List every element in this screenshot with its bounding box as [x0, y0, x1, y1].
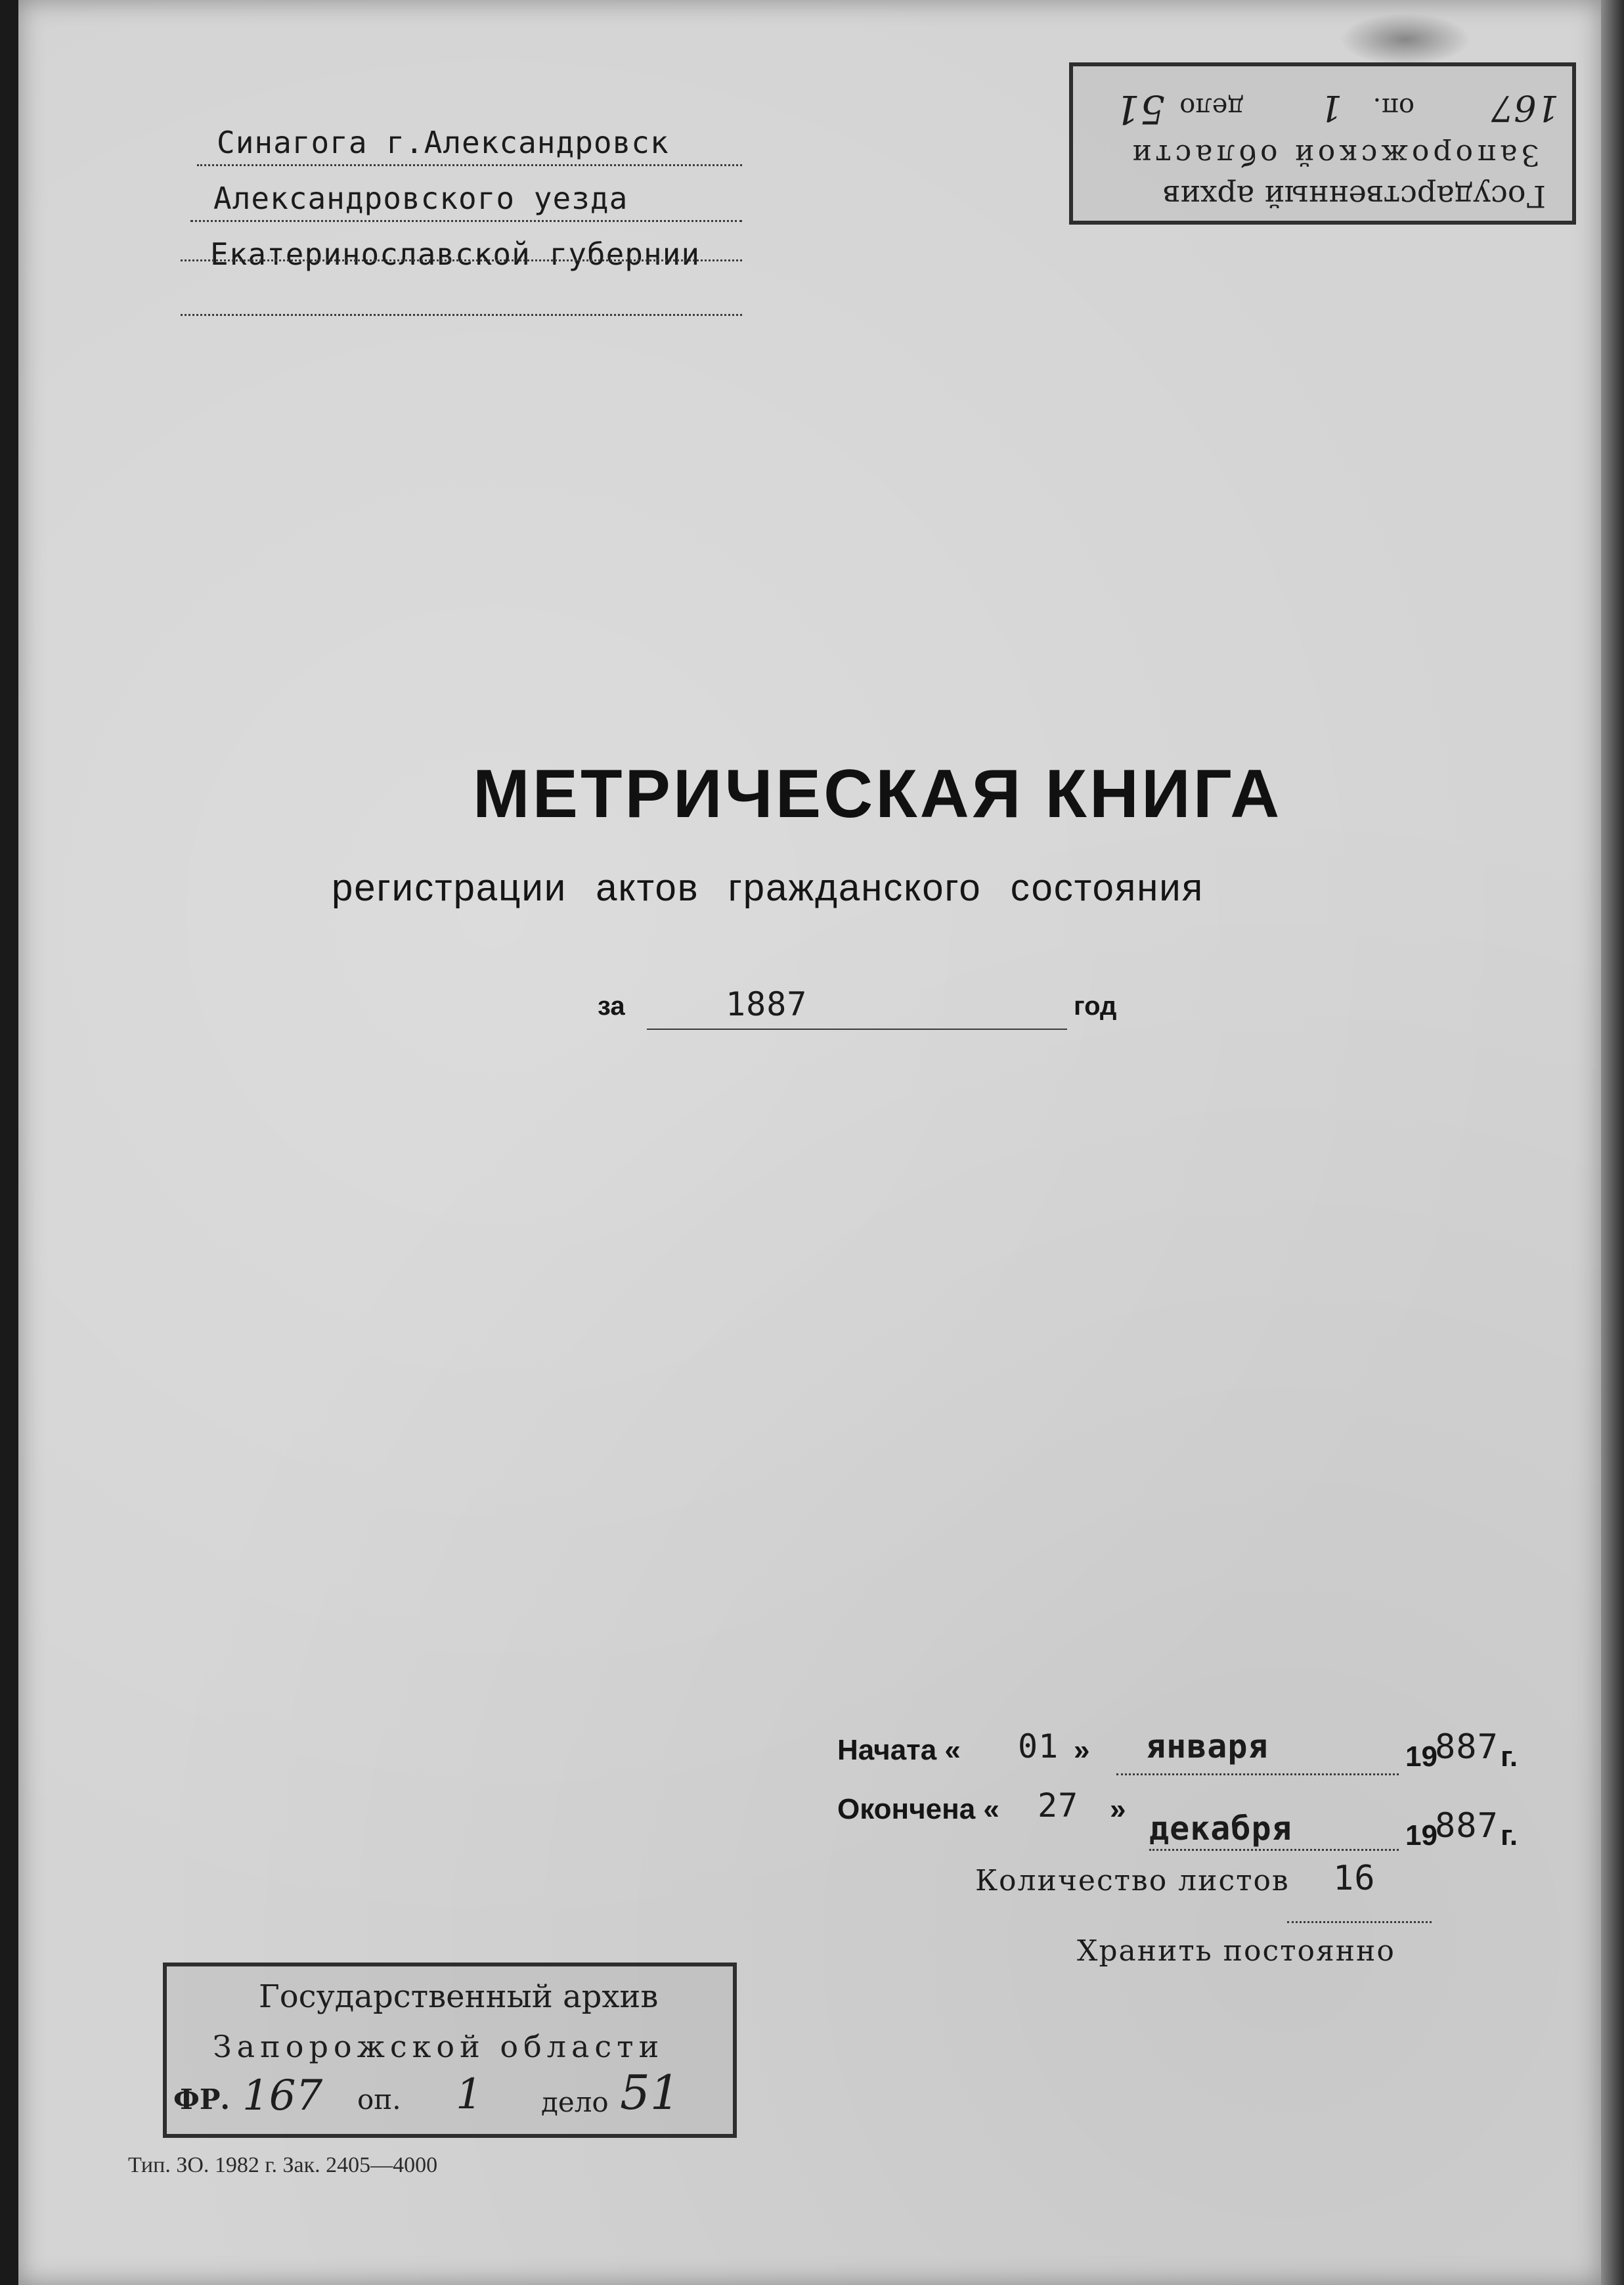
- stamp-bottom-inventory: 1: [456, 2070, 483, 2119]
- stamp-top-line-2: Запорожской области: [1128, 138, 1539, 171]
- sheets-value: 16: [1333, 1859, 1376, 1898]
- ended-year-prefix: 19: [1405, 1819, 1437, 1852]
- stamp-bottom-case-label: дело: [541, 2086, 609, 2118]
- stamp-bottom-line-2: Запорожской области: [213, 2029, 665, 2064]
- ended-close-quote: »: [1110, 1793, 1126, 1825]
- ended-label: Окончена «: [837, 1793, 999, 1825]
- started-close-quote: »: [1074, 1734, 1090, 1766]
- started-month-underline: [1116, 1773, 1399, 1775]
- ended-year-suffix: г.: [1501, 1819, 1518, 1852]
- stamp-top-inventory-label: оп.: [1372, 92, 1415, 122]
- sheets-label: Количество листов: [975, 1864, 1290, 1897]
- print-imprint: Тип. ЗО. 1982 г. Зак. 2405—4000: [128, 2153, 438, 2177]
- stamp-top-inventory: 1: [1319, 87, 1342, 129]
- header-underline-1: [197, 164, 742, 166]
- stamp-bottom-inventory-label: оп.: [357, 2083, 401, 2116]
- header-line-2: Александровского уезда: [213, 181, 628, 216]
- ink-smudge: [1340, 13, 1471, 66]
- started-year-suffix: г.: [1501, 1741, 1518, 1773]
- year-suffix: год: [1074, 992, 1117, 1021]
- archive-stamp-top: [1069, 62, 1576, 225]
- header-underline-4: [181, 314, 742, 316]
- page-subtitle: регистрации актов гражданского состояния: [332, 866, 1204, 909]
- ended-year: 887: [1435, 1806, 1499, 1846]
- header-line-3: Екатеринославской губернии: [210, 236, 701, 272]
- sheets-underline: [1287, 1921, 1432, 1923]
- stamp-bottom-fund-label: ФР.: [173, 2083, 230, 2116]
- stamp-top-line-1: Государственный архив: [1162, 179, 1546, 214]
- ended-month-underline: [1149, 1849, 1399, 1851]
- started-label: Начата «: [837, 1734, 961, 1766]
- started-day: 01: [1018, 1727, 1059, 1765]
- stamp-bottom-fund: 167: [242, 2072, 323, 2120]
- stamp-bottom-line-1: Государственный архив: [259, 1978, 659, 2015]
- year-underline: [647, 1029, 1067, 1030]
- year-value: 1887: [726, 985, 808, 1023]
- started-year-prefix: 19: [1405, 1741, 1437, 1773]
- stamp-top-fund: 167: [1491, 87, 1559, 129]
- stamp-top-case: 51: [1114, 86, 1165, 132]
- stamp-bottom-case: 51: [620, 2065, 680, 2120]
- page-title: МЕТРИЧЕСКАЯ КНИГА: [473, 756, 1283, 832]
- retention-note: Хранить постоянно: [1077, 1934, 1395, 1968]
- stamp-top-case-label: дело: [1179, 92, 1244, 122]
- header-underline-3: [181, 259, 742, 261]
- ended-month: декабря: [1149, 1809, 1292, 1848]
- header-underline-2: [190, 220, 742, 222]
- ended-day: 27: [1038, 1786, 1079, 1825]
- started-year: 887: [1435, 1727, 1499, 1767]
- header-line-1: Синагога г.Александровск: [217, 125, 669, 160]
- started-month: января: [1146, 1727, 1269, 1765]
- archive-stamp-bottom: [163, 1963, 737, 2138]
- year-prefix: за: [598, 992, 625, 1021]
- page-edge-shadow: [1601, 0, 1624, 2285]
